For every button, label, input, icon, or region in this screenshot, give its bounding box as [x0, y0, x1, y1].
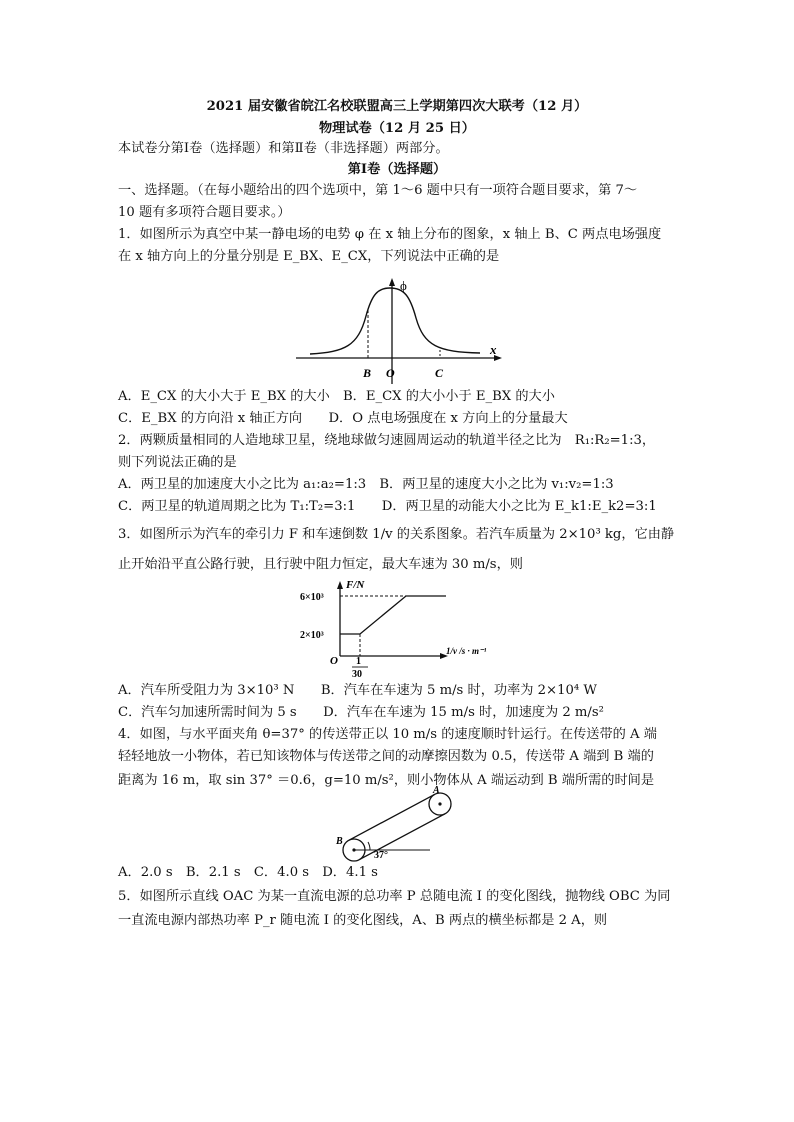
q1-potential-figure: [290, 276, 510, 388]
q3-x-label: 1/v /s · m⁻¹: [446, 646, 487, 656]
q3-origin: O: [330, 655, 338, 667]
instruction-line-1: 一、选择题。（在每小题给出的四个选项中，第 1～6 题中只有一项符合题目要求，第 7～: [118, 183, 638, 198]
q1-x-label: x: [490, 342, 497, 357]
q1-stem-line-2: 在 x 轴方向上的分量分别是 E_BX、E_CX，下列说法中正确的是: [118, 249, 500, 264]
q4-label-a: A: [433, 785, 440, 796]
q2-stem-line-2: 则下列说法正确的是: [118, 455, 237, 470]
exam-intro: 本试卷分第Ⅰ卷（选择题）和第Ⅱ卷（非选择题）两部分。: [118, 141, 449, 156]
q2-options-line-2: C．两卫星的轨道周期之比为 T₁:T₂=3:1 D．两卫星的动能大小之比为 E_k1:E_k2=3:1: [118, 499, 657, 514]
q2-stem-line-1: 2．两颗质量相同的人造地球卫星，绕地球做匀速圆周运动的轨道半径之比为 R₁:R₂=1:3，: [118, 433, 656, 448]
q3-y-tick-low: 2×10³: [300, 630, 324, 641]
q3-y-arrow: [337, 581, 343, 589]
q3-options-line-1: A．汽车所受阻力为 3×10³ N B．汽车在车速为 5 m/s 时，功率为 2×10⁴ W: [118, 683, 597, 698]
q5-stem-line-1: 5．如图所示直线 OAC 为某一直流电源的总功率 P 总随电流 I 的变化图线，抛物线 OBC 为同: [118, 889, 671, 904]
q4-angle-arc: [368, 842, 370, 850]
instruction-line-2: 10 题有多项符合题目要求。）: [118, 205, 291, 220]
q4-belt-upper: [349, 794, 435, 840]
q5-stem-line-2: 一直流电源内部热功率 P_r 随电流 I 的变化图线，A、B 两点的横坐标都是 2 A，则: [118, 913, 608, 928]
q4-angle-label: 37°: [374, 850, 388, 861]
q3-stem-line-1: 3．如图所示为汽车的牵引力 F 和车速倒数 1/v 的关系图象。若汽车质量为 2×10³ kg，它由静: [118, 527, 675, 542]
q3-y-tick-high: 6×10³: [300, 592, 324, 603]
q2-options-line-1: A．两卫星的加速度大小之比为 a₁:a₂=1:3 B．两卫星的速度大小之比为 v₁:v₂=1:3: [118, 477, 614, 492]
exam-subtitle: 物理试卷（12 月 25 日）: [319, 121, 475, 136]
q1-options-line-2: C．E_BX 的方向沿 x 轴正方向 D．O 点电场强度在 x 方向上的分量最大: [118, 411, 568, 426]
q1-stem-line-1: 1．如图所示为真空中某一静电场的电势 φ 在 x 轴上分布的图象，x 轴上 B、C 两点电场强度: [118, 227, 662, 242]
q1-mark-b: B: [363, 366, 372, 380]
q1-options-line-1: A．E_CX 的大小大于 E_BX 的大小 B．E_CX 的大小小于 E_BX 的大小: [118, 389, 555, 404]
q3-force-figure: [296, 578, 506, 680]
q3-stem-line-2: 止开始沿平直公路行驶，且行驶中阻力恒定，最大车速为 30 m/s，则: [118, 557, 523, 572]
q3-y-label: F/N: [346, 579, 365, 591]
q1-mark-o: O: [386, 366, 395, 380]
q1-y-label: ϕ: [400, 278, 407, 293]
q1-potential-curve: [310, 288, 480, 354]
section-heading: 第Ⅰ卷（选择题）: [347, 162, 447, 177]
q4-stem-line-2: 轻轻地放一小物体，若已知该物体与传送带之间的动摩擦因数为 0.5，传送带 A 端到 B 端的: [118, 749, 654, 764]
q1-mark-c: C: [435, 366, 444, 380]
q4-options: A．2.0 s B．2.1 s C．4.0 s D．4.1 s: [118, 865, 378, 880]
q3-x-tick-numerator: 1: [356, 656, 361, 667]
q4-pulley-a-center: [438, 802, 441, 805]
exam-title: 2021 届安徽省皖江名校联盟高三上学期第四次大联考（12 月）: [206, 99, 588, 114]
q3-options-line-2: C．汽车匀加速所需时间为 5 s D．汽车在车速为 15 m/s 时，加速度为 2 m/s²: [118, 705, 604, 720]
q4-conveyor-figure: [330, 784, 472, 864]
q1-y-arrow: [389, 278, 395, 286]
q4-stem-line-3: 距离为 16 m，取 sin 37° ＝0.6，g=10 m/s²，则小物体从 A 端运动到 B 端所需的时间是: [118, 773, 655, 788]
q3-x-tick-denominator: 30: [352, 669, 362, 680]
q4-belt-lower: [359, 814, 445, 860]
q3-force-line: [340, 596, 446, 634]
q4-stem-line-1: 4．如图，与水平面夹角 θ=37° 的传送带正以 10 m/s 的速度顺时针运行。在传送带的 A 端: [118, 727, 657, 742]
q4-label-b: B: [336, 836, 343, 847]
